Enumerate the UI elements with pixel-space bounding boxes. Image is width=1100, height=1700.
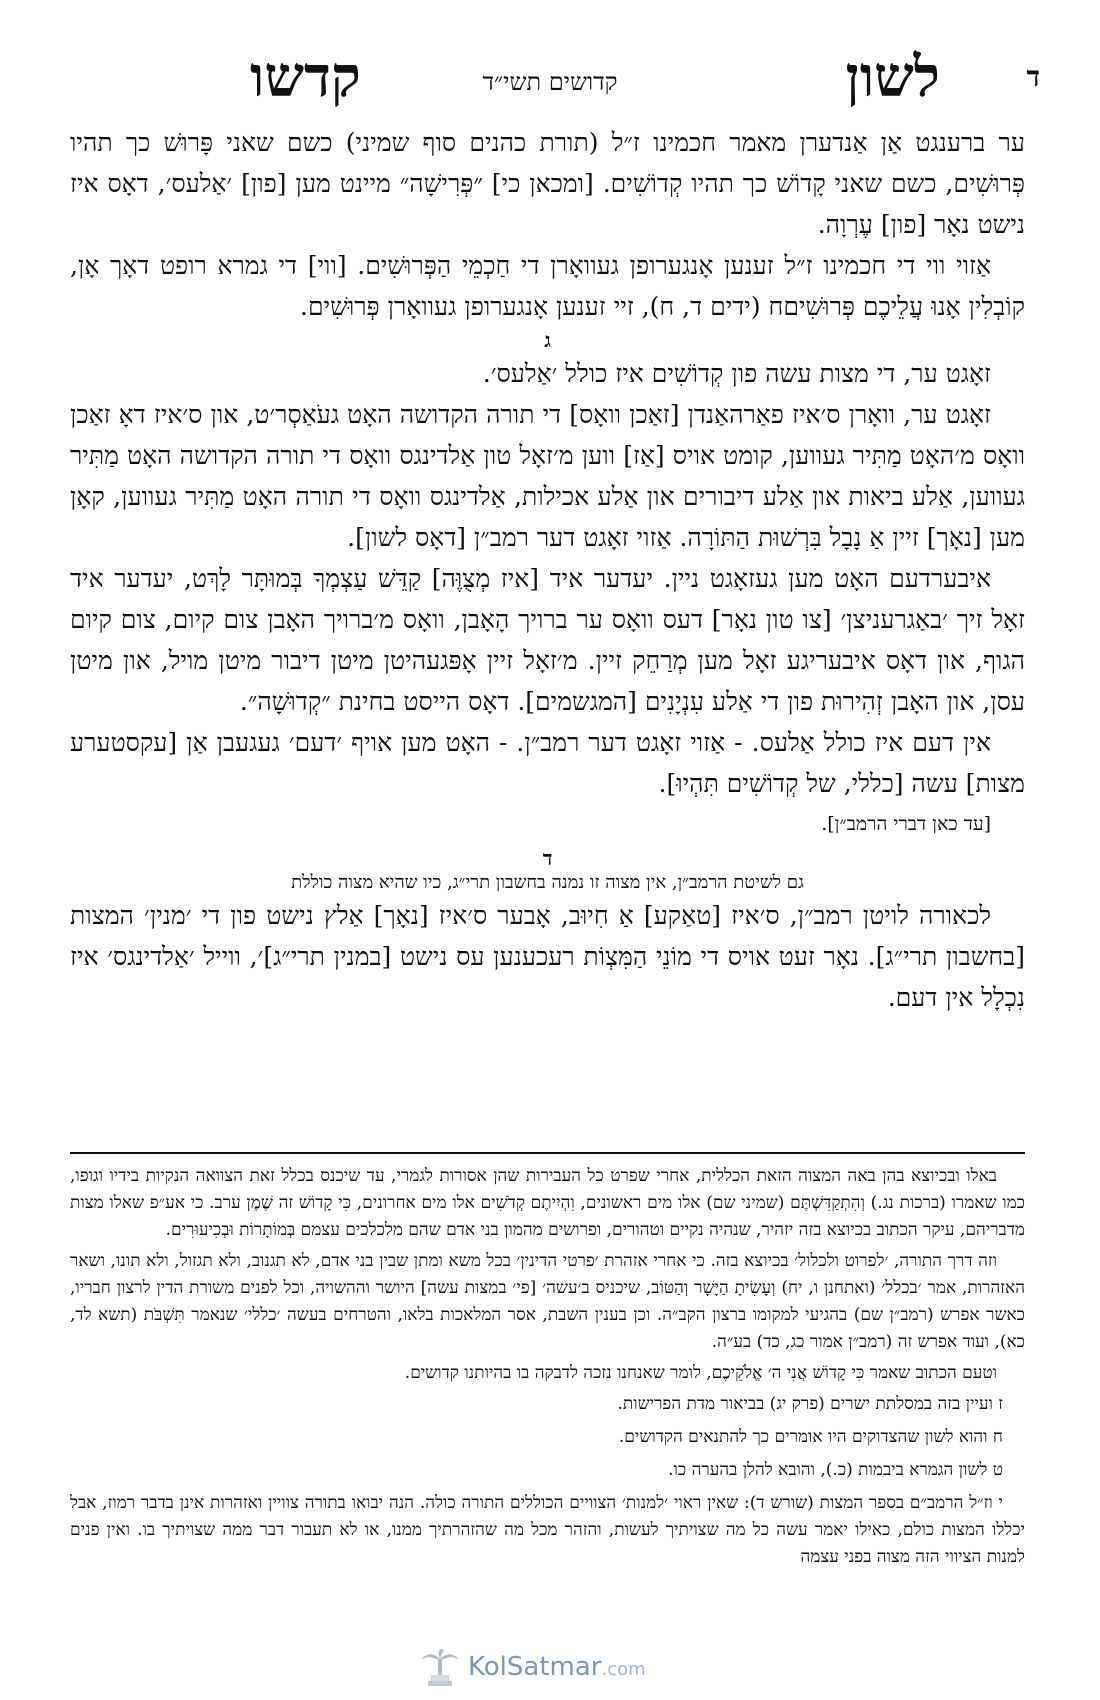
footnotes — [70, 1163, 1025, 1577]
footnote-item: ח והוא לשון שהצדוקים היו אומרים כך להתנאים הקדושים. — [618, 1427, 1003, 1447]
header-title-right: לשון — [845, 44, 940, 110]
footnote-item: ז ועיין בזה במסלתת ישרים (פרק יג) בביאור מדת הפרישות. — [617, 1394, 1003, 1414]
footnote-paragraph: וטעם הכתוב שאמר כִּי קָדוֹשׁ אֲנִי ה׳ אֱלֹקֵיכֶם, לומר שאנחנו נזכה לדבקה בו בהיותנו קדושים. — [404, 1363, 997, 1383]
footnote-paragraph: וזה דרך התורה, ׳לפרוט ולכלול׳ בכיוצא בזה. כי אחרי אזהרת ׳פרטי הדינין׳ בכל משא ומתן שבין בני אדם, לא תגנוב, ולא תגזול, ולא תונו, ושאר האזהרות, אמר ׳בכלל׳ (ואתחנן ו, יח) וְעָשִׂיתָ הַיָּשָׁר וְהַטּוֹב, שיכניס ב׳עשה׳ [פי׳ במצות עשה] היושר וההשויה, וכל לפנים משורת הדין לרצון חבריו, כאשר אפרש (רמב״ן שם) בהגיעי למקומו ברצון הקב״ה. וכן בענין השבת, אסר המלאכות בלאו, והטרחים בעשה ׳כללי׳ שנאמר תִּשְׁבֹּת (תשא לד, כא), ועוד אפרש זה (רמב״ן אמור כג, כד) בע״ה. — [70, 1251, 1025, 1352]
page-number: ד — [1026, 60, 1040, 93]
footnote-divider — [70, 1152, 1025, 1154]
header-title-left: קדשו — [250, 44, 361, 110]
main-text — [70, 122, 1025, 1018]
body-paragraph: זאָגט ער, די מצות עשה פון קְדוֹשִׁים איז כולל ׳אַלעס׳. — [482, 359, 991, 388]
watermark — [418, 1642, 688, 1692]
footnote-item: ט לשון הגמרא ביבמות (כ.), והובא להלן בהערה כו. — [668, 1460, 1003, 1480]
page-header — [60, 42, 1040, 112]
body-paragraph: לכאורה לויטן רמב״ן, ס׳איז [טאַקע] אַ חִיוּב, אָבער ס׳איז [נאָך] אַלץ נישט פון די ׳מנין׳ המצות [בחשבון תרי״ג]. נאָר זעט אויס די מוֹנֵי הַמִּצְוֹת רעכענען עס נישט [במנין תרי״ג]׳, ווייל ׳אַלדינגס׳ איז נִכְלָל אין דעם. — [70, 901, 1025, 1012]
body-paragraph: איבערדעם האָט מען געזאָגט ניין. יעדער איד [איז מְצֻוֶּה] קַדֵּשׁ עַצְמְךָ בְּמוּתָּר לָךְט, יעדער איד זאָל זיך ׳באַגרעניצן׳ [צו טון נאָר] דעס וואָס ער ברויך הָאָבן, וואָס מ׳ברויך האָבן צום קיום, צום קיום הגוף, און דאָס איבעריגע זאָל מען מְרַחֵק זיין. מ׳זאָל זיין אָפּגעהיטן מיטן דיבור מיטן מויל, און מיטן עסן, און האָבן זְהִירוּת פון די אַלע עִנְיָנִים [המגשמים]. דאָס הייסט בחינת ״קְדוּשָׁה״. — [70, 564, 1025, 716]
section-heading: ג — [544, 328, 551, 352]
body-paragraph: ער ברענגט אַן אַנדערן מאמר חכמינו ז״ל (תורת כהנים סוף שמיני) כשם שאני פָּרוּשׁ כך תהיו פְּרוּשִׁים, כשם שאני קָדוֹשׁ כך תהיו קְדוֹשִׁים. [ומכאן כי] ״פְּרִישָׁה״ מיינט מען [פון] ׳אַלעס׳, דאָס איז נישט נאָר [פון] עֶרְוָה. — [70, 128, 1025, 239]
section-heading: ד — [542, 846, 553, 870]
body-paragraph: אַזוי ווי די חכמינו ז״ל זענען אָנגערופן געוואָרן די חַכְמֵי הַפְּרוּשִׁים. [ווי] די גמרא רופט דאָך אָן, קוֹבְלִין אָנוּ עֲלֵיכֶם פְּרוּשִׁיםח (ידים ד, ח), זיי זענען אָנגערופן געוואָרן פְּרוּשִׁים. — [70, 251, 1025, 321]
footnote-paragraph: באלו ובכיוצא בהן באה המצוה הזאת הכללית, אחרי שפרט כל העבירות שהן אסורות לגמרי, עד שיכנס בכלל זאת הצוואה הנקיות בידיו וגופו, כמו שאמרו (ברכות נג.) וְהִתְקַדִּשְׁתֶּם (שמיני שם) אלו מים ראשונים, וִהְיִיתֶם קְדֹשִׁים אלו מים אחרונים, כִּי קָדוֹשׁ זה שֶׁמֶן ערב. כי אע״פ שאלו מצות מדבריהם, עיקר הכתוב בכיוצא בזה יזהיר, שנהיה נקיים וטהורים, ופרושים מהמון בני אדם שהם מלכלכים עצמם בְּמוֹתָרוֹת וּבְכִיעוּרִים. — [70, 1166, 1025, 1240]
palm-tree-logo-icon — [418, 1645, 462, 1689]
footnote-item: י וז״ל הרמב״ם בספר המצות (שורש ד): שאין ראוי ׳למנות׳ הצוויים הכוללים התורה כולה. הנה יבואו בתורה צוויין ואזהרות אינן בדבר רמוז, אבל יכללו המצות כולם, כאילו יאמר עשה כל מה שצויתיך לעשות, והזהר מכל מה שהזהרתיך ממנו, או לא תעבור דבר ממה שצויתיך בו. ואין פנים למנות הציווי הזה מצוה בפני עצמה — [70, 1493, 1025, 1567]
watermark-text: KolSatmar.com — [468, 1652, 646, 1682]
section-subheading: גם לשיטת הרמב״ן, אין מצוה זו נמנה בחשבון תרי״ג, כיו שהיא מצוה כוללת — [291, 872, 804, 893]
quote-end-note: [עד כאן דברי הרמב״ן]. — [821, 813, 991, 835]
header-subtitle: קדושים תשי״ד — [482, 68, 618, 96]
body-paragraph: זאָגט ער, וואָרן ס׳איז פאַרהאַנדן [זאַכן וואָס] די תורה הקדושה האָט געֹאַסְר׳ט, און ס׳איז דאָ זאַכן וואָס מ׳האָט מַתִּיר געווען, קומט אויס [אַז] ווען מ׳זאָל טון אַלדינגס וואָס די תורה הקדושה האָט מַתִּיר געווען, אַלע ביאות און אַלע דיבורים און אַלע אכילות, אַלדינגס וואָס די תורה האָט מַתִּיר געווען, קאָן מען [נאָך] זיין אַ נָבָל בִּרְשׁוּת הַתּוֹרָה. אַזוי זאָגט דער רמב״ן [דאָס לשון]. — [70, 400, 1025, 552]
body-paragraph: אין דעם איז כולל אַלעס. - אַזוי זאָגט דער רמב״ן. - האָט מען אויף ׳דעם׳ געגעבן אַן [עקסטערע מצות] עשה [כללי, של קְדוֹשִׁים תִּהְיוּ]. — [70, 728, 1025, 798]
